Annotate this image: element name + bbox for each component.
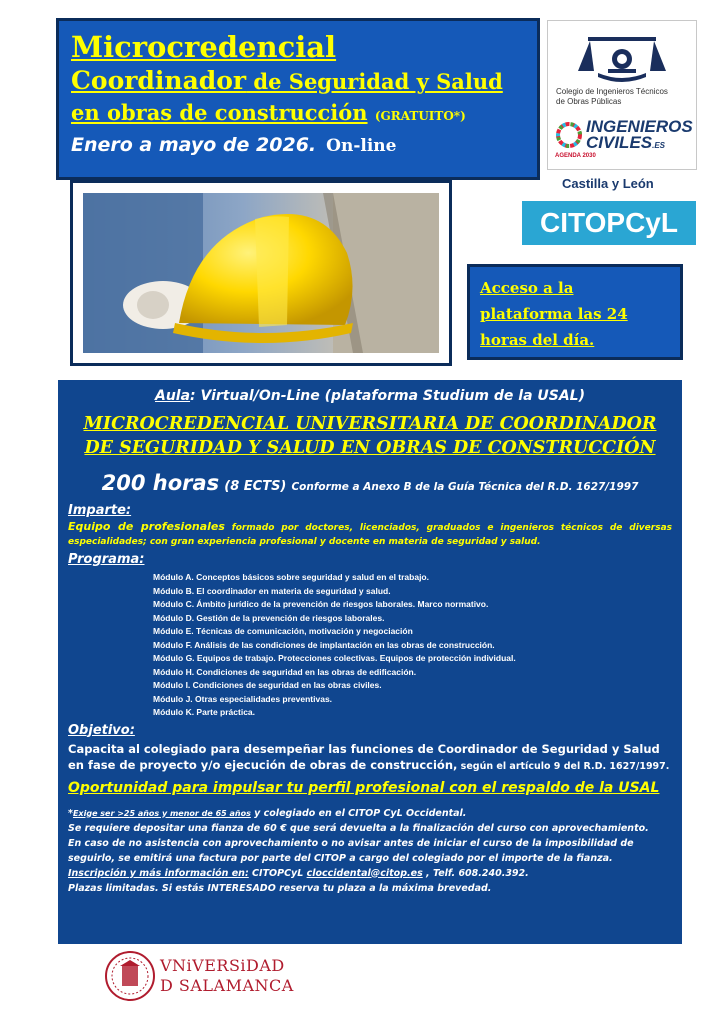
ingenieros-suffix: .ES	[652, 141, 666, 150]
ects-text: (8 ECTS)	[224, 479, 287, 494]
module-item: Módulo D. Gestión de la prevención de riesgos laborales.	[153, 612, 385, 623]
note-fianza: Se requiere depositar una fianza de 60 € que será devuelta a la finalización del curso con aprovechamiento.	[68, 822, 649, 834]
module-item: Módulo G. Equipos de trabajo. Protecciones colectivas. Equipos de protección individual.	[153, 653, 516, 663]
university-logo	[104, 950, 304, 1008]
title-obras: en obras de construcción	[71, 100, 368, 125]
colegio-line2: de Obras Públicas	[556, 97, 622, 106]
university-seal-icon	[104, 950, 156, 1002]
dates-text: Enero a mayo de 2026.	[71, 134, 317, 156]
imparte-bold: Equipo de profesionales	[68, 520, 225, 533]
helmet-photo	[70, 180, 452, 366]
module-item: Módulo F. Análisis de las condiciones de implantación en las obras de construcción.	[153, 639, 495, 650]
ingenieros-civiles-logo	[586, 119, 693, 154]
module-item: Módulo E. Técnicas de comunicación, motivación y negociación	[153, 626, 413, 636]
region-label: Castilla y León	[562, 176, 654, 191]
title-line1: Microcredencial	[71, 30, 337, 64]
citop-logo: CITOPCyL	[522, 201, 696, 245]
title-line2	[71, 65, 527, 99]
aula-line	[68, 386, 672, 406]
email-link[interactable]: cloccidental@citop.es	[306, 867, 423, 879]
note-inscripcion	[68, 866, 672, 881]
gratuito-note: (GRATUITO*)	[374, 109, 466, 123]
module-item: Módulo C. Ámbito jurídico de la prevención de riesgos laborales. Marco normativo.	[153, 599, 489, 609]
objetivo-title: Objetivo:	[68, 722, 135, 738]
colegio-logo-box	[547, 20, 697, 170]
notes-block	[68, 806, 672, 896]
note-star: *	[68, 807, 73, 819]
title-box	[56, 18, 540, 180]
university-line1: VNiVERSiDAD	[160, 956, 285, 975]
acceso-box	[467, 264, 683, 360]
objetivo-small: según el artículo 9 del R.D. 1627/1997.	[457, 760, 670, 772]
course-dates	[71, 130, 527, 161]
title-coordinador: Coordinador	[71, 66, 247, 95]
note-plazas: Plazas limitadas. Si estás INTERESADO reserva tu plaza a la máxima brevedad.	[68, 882, 492, 894]
main-heading	[68, 412, 672, 460]
title-line3	[71, 99, 527, 130]
colegio-line1: Colegio de Ingenieros Técnicos	[556, 87, 668, 96]
objetivo-text	[68, 741, 672, 775]
imparte-title: Imparte:	[68, 503, 132, 518]
module-item: Módulo J. Otras especialidades preventivas.	[153, 693, 333, 704]
helmet-image-icon	[83, 193, 439, 353]
main-heading-line1: MICROCREDENCIAL UNIVERSITARIA DE COORDINADOR	[83, 414, 657, 434]
mode-text: On-line	[326, 136, 397, 156]
aula-label: Aula	[154, 388, 191, 404]
phone-text: , Telf. 608.240.392.	[422, 867, 529, 879]
module-item: Módulo K. Parte práctica.	[153, 707, 256, 717]
imparte-text	[68, 520, 672, 549]
university-line2: D SALAMANCA	[160, 976, 294, 995]
ingenieros-line2: CIVILES	[586, 133, 653, 152]
agenda-2030-icon	[556, 117, 582, 153]
note-factura: En caso de no asistencia con aprovechamiento o no avisar antes de iniciar el curso de la imposibilidad de seguirlo, se emitirá una factura por parte del CITOP a cargo del colegiado por el importe de la fianza.	[68, 837, 634, 864]
title-seguridad: de Seguridad y Salud	[246, 69, 503, 94]
ingenieros-line1: INGENIEROS	[586, 117, 693, 136]
agenda-label: AGENDA 2030	[555, 153, 596, 159]
colegio-emblem-icon	[548, 21, 698, 85]
inscripcion-org: CITOPCyL	[248, 867, 307, 879]
module-item: Módulo I. Condiciones de seguridad en las obras civiles.	[153, 680, 382, 690]
note-age	[68, 806, 672, 821]
module-item: Módulo H. Condiciones de seguridad en las obras de edificación.	[153, 666, 417, 677]
inscripcion-label: Inscripción y más información en:	[68, 867, 249, 879]
colegio-name	[556, 87, 668, 107]
info-panel	[58, 380, 682, 944]
module-item: Módulo A. Conceptos básicos sobre seguridad y salud en el trabajo.	[153, 572, 429, 582]
conforme-text: Conforme a Anexo B de la Guía Técnica del R.D. 1627/1997	[291, 481, 639, 493]
note-age-highlight: Exige ser >25 años y menor de 65 años	[72, 808, 251, 818]
oportunidad-text: Oportunidad para impulsar tu perfil profesional con el respaldo de la USAL	[68, 779, 660, 796]
objetivo-main: Capacita al colegiado para desempeñar las funciones de Coordinador de Seguridad y Salud en fase de proyecto y/o ejecución de obras de construcción,	[68, 741, 660, 772]
programa-title: Programa:	[68, 552, 145, 567]
acceso-line1: Acceso a la	[480, 279, 574, 297]
university-name	[160, 956, 294, 996]
main-heading-line2: DE SEGURIDAD Y SALUD EN OBRAS DE CONSTRUCCIÓN	[84, 438, 656, 458]
hours-text: 200 horas	[101, 471, 220, 495]
aula-text: : Virtual/On-Line (plataforma Studium de la USAL)	[190, 388, 585, 404]
module-list	[153, 571, 672, 720]
acceso-line2: plataforma las 24	[480, 305, 628, 323]
note-age-rest: y colegiado en el CITOP CyL Occidental.	[250, 807, 467, 819]
imparte-rest: formado por doctores, licenciados, graduados e ingenieros técnicos de diversas especialidades; con gran experiencia profesional y docente en materia de seguridad y salud.	[68, 523, 672, 547]
hours-line	[68, 470, 672, 500]
acceso-line3: horas del día.	[480, 331, 595, 349]
module-item: Módulo B. El coordinador en materia de seguridad y salud.	[153, 585, 391, 596]
